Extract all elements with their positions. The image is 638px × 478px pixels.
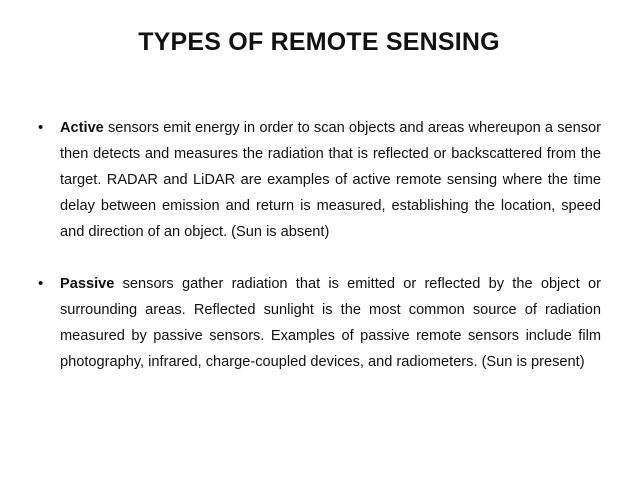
bullet-list — [38, 115, 601, 375]
bullet-dot-icon: • — [38, 275, 44, 292]
bullet-passive — [38, 271, 601, 375]
bullet-text-active: sensors emit energy in order to scan objects and areas whereupon a sensor then detects and measures the radiation that is reflected or backscattered from the target. RADAR and LiDAR are examples of active remote sensing where the time delay between emission and return is measured, establishing the location, speed and direction of an object. (Sun is absent) — [60, 120, 601, 240]
bullet-term-passive: Passive — [60, 276, 115, 292]
bullet-active — [38, 115, 601, 245]
bullet-term-active: Active — [60, 120, 104, 136]
bullet-text-passive: sensors gather radiation that is emitted or reflected by the object or surrounding areas. Reflected sunlight is the most common source of radiation measured by passive sensors. Examples of passive remote sensors include film photography, infrared, charge-coupled devices, and radiometers. (Sun is present) — [60, 276, 601, 370]
bullet-dot-icon: • — [38, 119, 44, 136]
slide-title: TYPES OF REMOTE SENSING — [138, 28, 500, 56]
